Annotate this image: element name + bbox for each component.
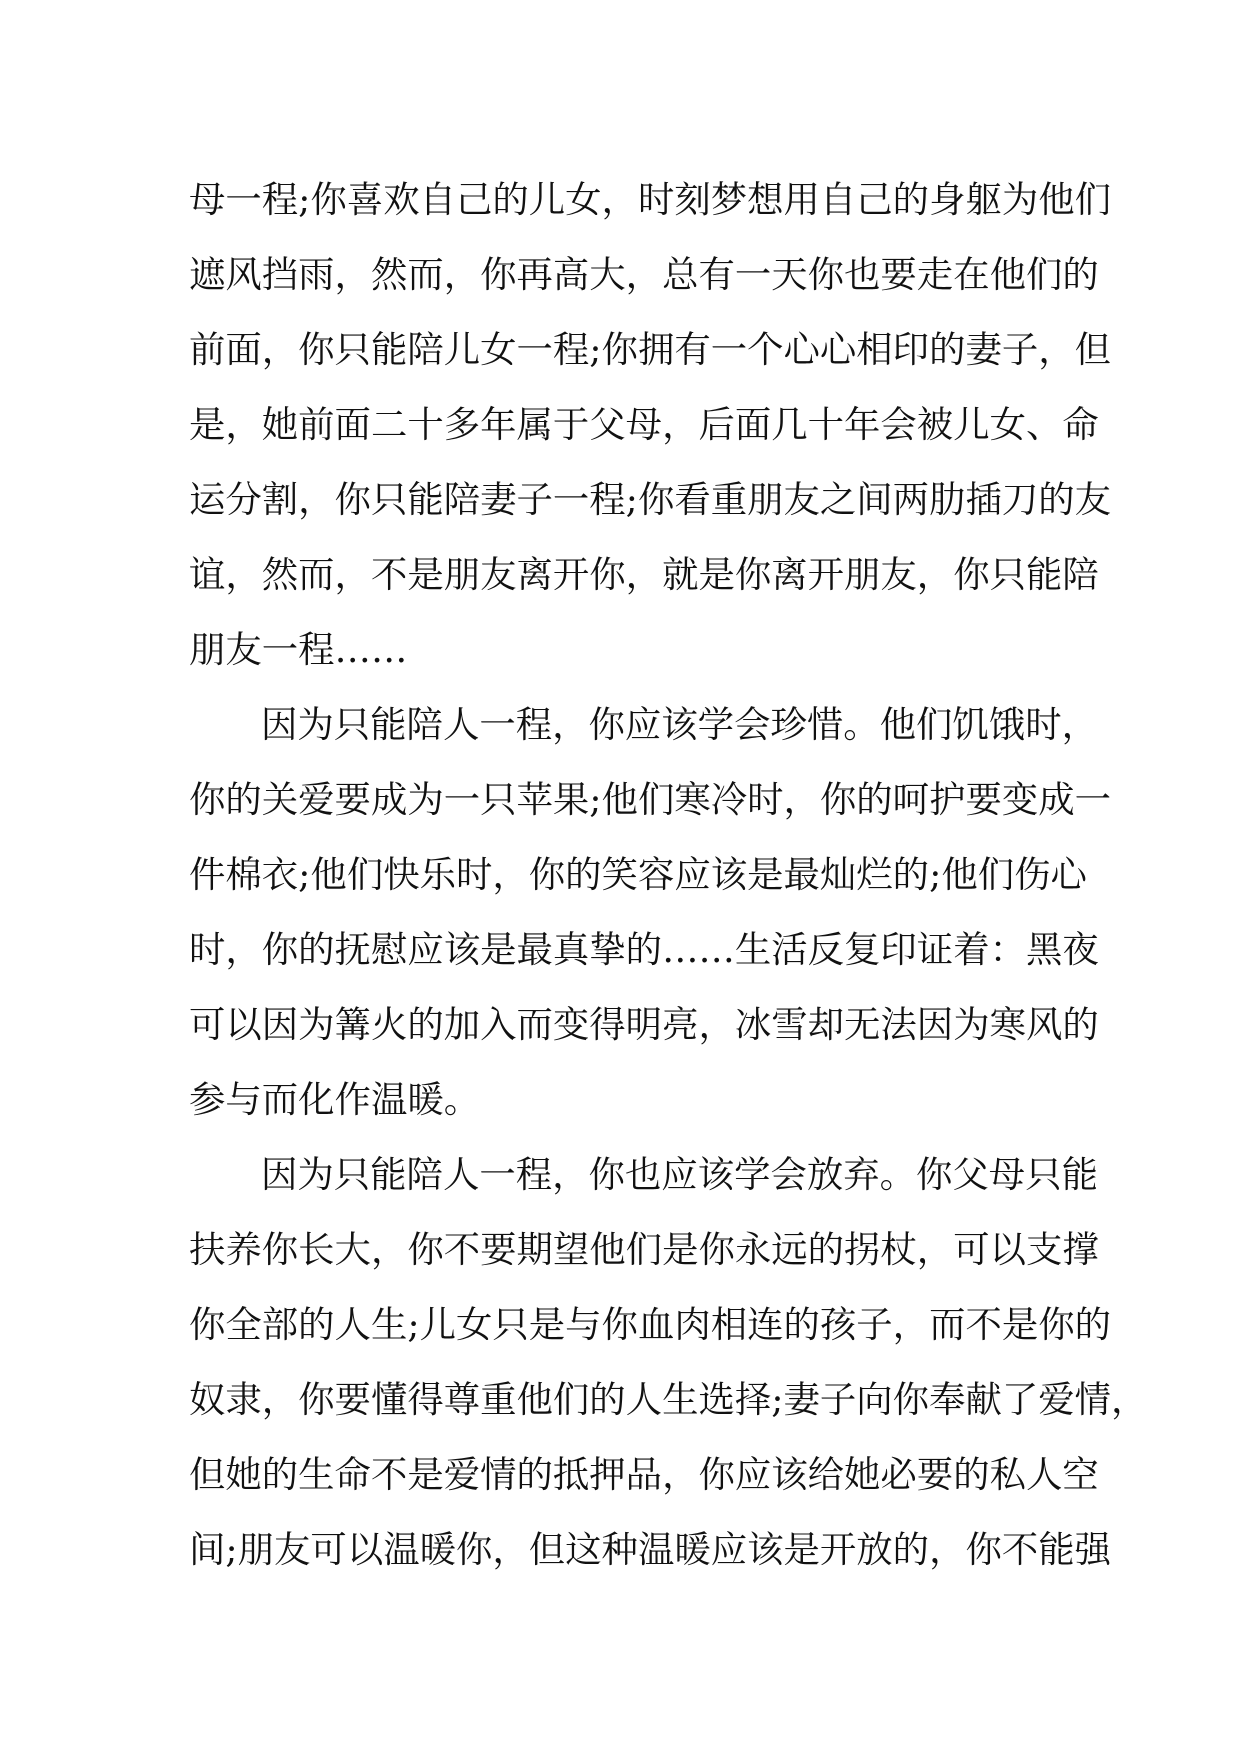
text-line: 前面，你只能陪儿女一程;你拥有一个心心相印的妻子，但 [189,328,1112,371]
text-line: 你的关爱要成为一只苹果;他们寒冷时，你的呵护要变成一 [189,778,1112,821]
text-line: 时，你的抚慰应该是最真挚的……生活反复印证着：黑夜 [189,928,1099,971]
text-line: 扶养你长大，你不要期望他们是你永远的拐杖，可以支撑 [189,1228,1099,1271]
text-line: 参与而化作温暖。 [189,1078,481,1121]
paragraph [189,1137,1148,1587]
body-text [189,162,1148,1587]
paragraph [189,162,1112,687]
text-line: 但她的生命不是爱情的抵押品，你应该给她必要的私人空 [189,1453,1099,1496]
text-line: 是，她前面二十多年属于父母，后面几十年会被儿女、命 [189,403,1099,446]
text-line: 你全部的人生;儿女只是与你血肉相连的孩子，而不是你的 [189,1303,1112,1346]
text-line: 件棉衣;他们快乐时，你的笑容应该是最灿烂的;他们伤心 [189,853,1087,896]
text-line: 谊，然而，不是朋友离开你，就是你离开朋友，你只能陪 [189,553,1099,596]
text-line: 因为只能陪人一程，你应该学会珍惜。他们饥饿时， [261,703,1098,746]
text-line: 奴隶，你要懂得尊重他们的人生选择;妻子向你奉献了爱情， [189,1378,1148,1421]
text-line: 间;朋友可以温暖你，但这种温暖应该是开放的，你不能强 [189,1528,1112,1571]
paragraph [189,687,1112,1137]
text-line: 朋友一程…… [189,628,408,671]
text-line: 运分割，你只能陪妻子一程;你看重朋友之间两肋插刀的友 [189,478,1112,521]
text-line: 可以因为篝火的加入而变得明亮，冰雪却无法因为寒风的 [189,1003,1099,1046]
text-line: 遮风挡雨，然而，你再高大，总有一天你也要走在他们的 [189,253,1099,296]
text-line: 因为只能陪人一程，你也应该学会放弃。你父母只能 [261,1153,1098,1196]
text-line: 母一程;你喜欢自己的儿女，时刻梦想用自己的身躯为他们 [189,178,1112,221]
